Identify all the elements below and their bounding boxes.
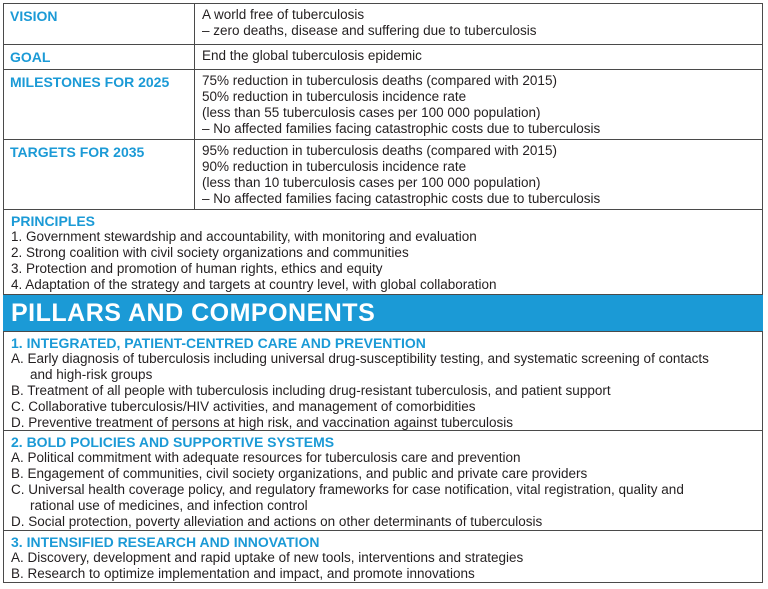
vision-row <box>3 3 763 45</box>
pillar-3-item: B. Research to optimize implementation and impact, and promote innovations <box>11 566 475 581</box>
pillar-3-title: 3. INTENSIFIED RESEARCH AND INNOVATION <box>11 534 320 550</box>
pillar-2-section <box>3 430 763 531</box>
pillar-2-item: B. Engagement of communities, civil society organizations, and public and private care providers <box>11 466 588 481</box>
vision-label: VISION <box>4 4 195 44</box>
vision-content <box>202 7 758 39</box>
pillar-1-title: 1. INTEGRATED, PATIENT-CENTRED CARE AND PREVENTION <box>11 335 426 351</box>
strategy-table <box>3 3 765 583</box>
principle-item: 2. Strong coalition with civil society organizations and communities <box>11 245 409 260</box>
targets-content <box>202 143 758 207</box>
pillar-2-item: D. Social protection, poverty alleviation and actions on other determinants of tuberculosis <box>11 514 543 529</box>
goal-content <box>202 48 758 64</box>
target-line: – No affected families facing catastrophic costs due to tuberculosis <box>202 191 601 206</box>
milestone-line: (less than 55 tuberculosis cases per 100 000 population) <box>202 105 541 120</box>
pillar-2-title: 2. BOLD POLICIES AND SUPPORTIVE SYSTEMS <box>11 434 335 450</box>
pillar-1-item: D. Preventive treatment of persons at high risk, and vaccination against tuberculosis <box>11 415 514 430</box>
vision-line: A world free of tuberculosis <box>202 7 365 22</box>
pillar-2-item-continued: rational use of medicines, and infection control <box>30 498 308 513</box>
milestone-line: 75% reduction in tuberculosis deaths (compared with 2015) <box>202 73 557 88</box>
pillar-3-item: A. Discovery, development and rapid uptake of new tools, interventions and strategies <box>11 550 524 565</box>
goal-line: End the global tuberculosis epidemic <box>202 48 422 63</box>
principle-item: 4. Adaptation of the strategy and targets at country level, with global collaboration <box>11 277 497 292</box>
target-line: 95% reduction in tuberculosis deaths (compared with 2015) <box>202 143 557 158</box>
pillar-2-item: C. Universal health coverage policy, and regulatory frameworks for case notification, vital registration, quality and <box>11 482 684 497</box>
principles-title: PRINCIPLES <box>11 213 96 229</box>
principles-section <box>3 209 763 295</box>
milestone-line: 50% reduction in tuberculosis incidence rate <box>202 89 467 104</box>
targets-row <box>3 139 763 210</box>
target-line: (less than 10 tuberculosis cases per 100 000 population) <box>202 175 541 190</box>
pillars-banner: PILLARS AND COMPONENTS <box>3 295 763 331</box>
pillar-1-item: C. Collaborative tuberculosis/HIV activities, and management of comorbidities <box>11 399 476 414</box>
pillar-3-section <box>3 530 763 583</box>
pillar-1-section <box>3 331 763 431</box>
goal-label: GOAL <box>4 45 195 69</box>
targets-label: TARGETS FOR 2035 <box>4 140 195 209</box>
principle-item: 1. Government stewardship and accountability, with monitoring and evaluation <box>11 229 477 244</box>
pillar-1-item: B. Treatment of all people with tuberculosis including drug-resistant tuberculosis, and patient support <box>11 383 611 398</box>
vision-line: – zero deaths, disease and suffering due to tuberculosis <box>202 23 537 38</box>
pillar-2-item: A. Political commitment with adequate resources for tuberculosis care and prevention <box>11 450 521 465</box>
goal-row <box>3 44 763 70</box>
pillar-1-item: A. Early diagnosis of tuberculosis including universal drug-susceptibility testing, and systematic screening of contacts <box>11 351 709 366</box>
milestones-content <box>202 73 758 137</box>
milestones-label: MILESTONES FOR 2025 <box>4 70 195 139</box>
milestones-row <box>3 69 763 140</box>
pillar-1-item-continued: and high-risk groups <box>30 367 153 382</box>
target-line: 90% reduction in tuberculosis incidence rate <box>202 159 467 174</box>
milestone-line: – No affected families facing catastrophic costs due to tuberculosis <box>202 121 601 136</box>
principle-item: 3. Protection and promotion of human rights, ethics and equity <box>11 261 383 276</box>
